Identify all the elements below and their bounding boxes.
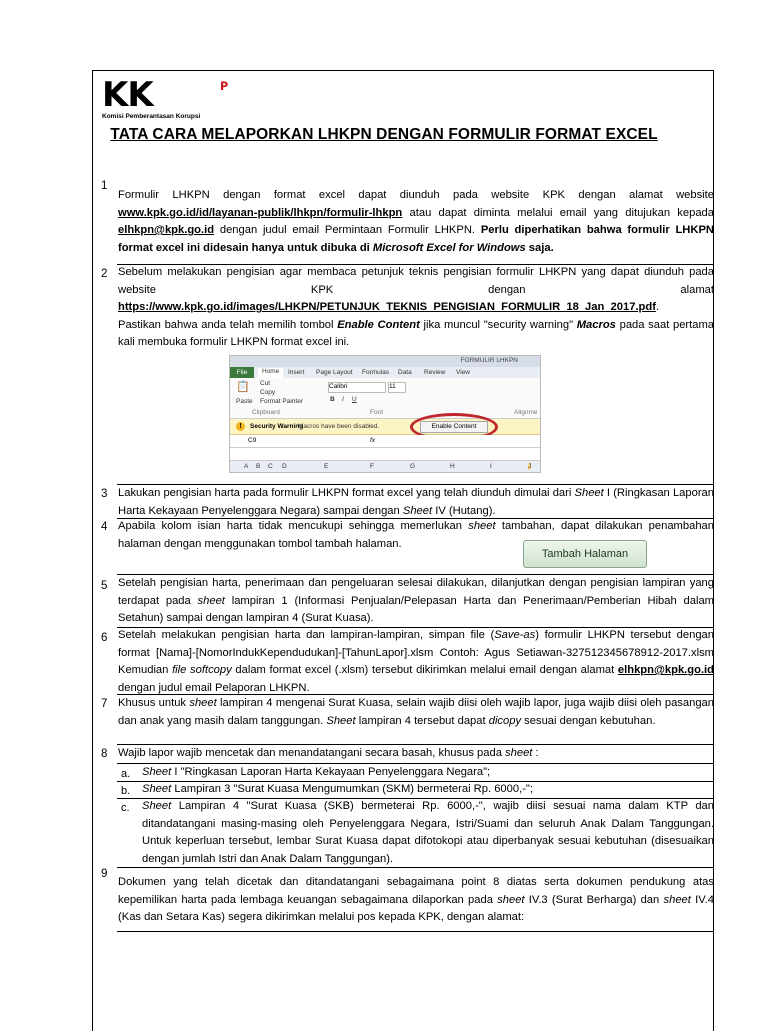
cut-button[interactable]: Cut (260, 380, 271, 387)
bold-button[interactable]: B (330, 396, 335, 403)
macros-term: Macros (576, 318, 616, 331)
text-run: Dokumen yang telah dicetak dan ditandatangani sebagaimana point 8 diatas serta dokumen pendukung atas kepemilikan harta pada lembaga keuangan sebagaimana dilaporkan pada (118, 876, 714, 906)
tambah-halaman-button[interactable]: Tambah Halaman (523, 540, 647, 568)
text-run: Lampiran 3 "Surat Kuasa Mengumumkan (SKM) bermeterai Rp. 6000,-"; (171, 783, 534, 795)
text-run: Setelah melakukan pengisian harta dan lampiran-lampiran, simpan file ( (118, 629, 495, 641)
text-run: Wajib lapor wajib mencetak dan menandatangani secara basah, khusus pada (118, 747, 506, 759)
column-header[interactable]: H (450, 463, 455, 470)
text-run: I "Ringkasan Laporan Harta Kekayaan Penyelenggara Negara"; (171, 766, 491, 778)
format-painter-button[interactable]: Format Painter (260, 398, 303, 405)
italic-term: Sheet (574, 487, 604, 499)
subitem-b-letter: b. (121, 785, 131, 797)
item-5-text (118, 575, 714, 628)
alignment-group-label: Alignme (514, 409, 538, 416)
text-run: sesuai dengan kebutuhan. (521, 714, 656, 727)
underline-button[interactable]: U (352, 396, 357, 403)
italic-term: sheet (197, 594, 225, 607)
column-headers (230, 460, 540, 472)
italic-term: Sheet (142, 800, 172, 812)
subitem-c-letter: c. (121, 802, 130, 814)
text-run: lampiran 4 tersebut dapat (355, 714, 489, 727)
text-run: tambahan, dapat dilakukan penambahan halaman dengan menggunakan tombol tambah halaman. (118, 520, 714, 550)
text-run: Lampiran 4 "Surat Kuasa (SKB) bermeterai Rp. 6000,-", wajib diisi sesuai nama dalam KTP dan ditandatangani masing-masing oleh Penyelenggara Negara, Istri/Suami dan seluruh Anak Dalam Tanggungan. Untuk keperluan tersebut, lembar Surat Kuasa dapat difotokopi atau diperbanyak sesuai kebutuhan (disesuaikan dengan jumlah Istri dan Anak Dalam Tanggungan). (142, 800, 714, 865)
item-4-number: 4 (101, 521, 108, 533)
tab-file[interactable]: File (230, 367, 254, 378)
text-run: IV.4 (Kas dan Setara Kas) segera dikirimkan melalui pos kepada KPK, dengan alamat: (118, 893, 714, 924)
font-size-select[interactable] (388, 382, 406, 393)
italic-term: Sheet (142, 766, 172, 778)
paste-button[interactable]: Paste (236, 398, 253, 405)
column-header[interactable]: C (268, 463, 273, 470)
text-run: Sebelum melakukan pengisian agar membaca petunjuk teknis pengisian formulir LHKPN yang dapat diunduh pada website KPK dengan alamat (118, 266, 714, 296)
text-run: dalam format excel (.xlsm) tersebut dikirimkan melalui email dengan alamat (231, 664, 618, 677)
text-run: ) formulir LHKPN tersebut dengan format [Nama]-[NomorIndukKependudukan]-[TahunLapor].xlsm Contoh: Agus Setiawan-327512345678912-2017.xlsm Kemudian (118, 629, 714, 677)
item-9-number: 9 (101, 868, 108, 880)
copy-button[interactable]: Copy (260, 389, 276, 396)
font-group-label: Font (370, 409, 384, 416)
warning-icon: ! (236, 422, 245, 431)
column-header[interactable]: G (410, 463, 416, 470)
email-link[interactable]: elhkpn@kpk.go.id (118, 224, 215, 237)
excel-screenshot (229, 355, 541, 473)
logo-mark: K P K (102, 75, 228, 115)
clipboard-group-label: Clipboard (252, 409, 280, 416)
column-header[interactable]: A (244, 463, 249, 470)
italic-term: Sheet (142, 783, 172, 795)
item-5-number: 5 (101, 580, 108, 592)
item-3-number: 3 (101, 488, 108, 500)
text-run: Apabila kolom isian harta tidak mencukupi sehingga memerlukan (118, 520, 469, 532)
bold-note-end: saja. (525, 241, 554, 254)
item-3-text (118, 485, 714, 520)
excel-titlebar (230, 356, 540, 367)
tab-formulas[interactable]: Formulas (362, 369, 390, 376)
tab-view[interactable]: View (456, 369, 470, 376)
italic-term: Sheet (402, 504, 433, 517)
font-name-value: Calibri (329, 383, 348, 390)
macros-disabled-text: Macros have been disabled. (298, 423, 380, 430)
column-header[interactable]: E (324, 463, 329, 470)
column-header[interactable]: F (370, 463, 374, 470)
item-6-text (118, 627, 714, 697)
excel-ribbon (230, 378, 540, 419)
italic-term: sheet (497, 893, 525, 906)
text-run: Formulir LHKPN dengan format excel dapat diunduh pada website KPK dengan alamat website (118, 189, 714, 201)
text-run: Khusus untuk (118, 697, 190, 709)
item-6-number: 6 (101, 632, 108, 644)
text-run: lampiran 1 (Informasi Penjualan/Pelepasan Harta dan Penerimaan/Pemberian Hibah dalam Setahun) sampai dengan lampiran 4 (Surat Kuasa). (118, 594, 714, 625)
item-7-text (118, 695, 714, 730)
font-name-select[interactable] (328, 382, 386, 393)
name-box[interactable]: C9 (248, 437, 257, 444)
text-run: . (655, 301, 660, 314)
subitem-a-text (142, 764, 714, 782)
subitem-a-letter: a. (121, 768, 131, 780)
subitem-b-text (142, 781, 714, 799)
italic-term: Sheet (326, 714, 356, 727)
text-run: IV.3 (Surat Berharga) dan (524, 893, 664, 906)
italic-term: sheet (468, 520, 496, 532)
text-run: lampiran 4 mengenai Surat Kuasa, selain wajib diisi oleh wajib lapor, juga wajib diisi oleh pasangan dan anak yang masih dalam tanggungan. (118, 697, 714, 727)
text-run: Pastikan bahwa anda telah memilih tombol (118, 318, 338, 331)
text-run: I (Ringkasan Laporan Harta Kekayaan Penyelenggara Negara) sampai dengan (118, 487, 714, 517)
italic-term: sheet (663, 893, 691, 906)
tab-page-layout[interactable]: Page Layout (316, 369, 353, 376)
bold-note: Perlu diperhatikan bahwa formulir LHKPN format excel ini didesain hanya untuk dibuka di (118, 224, 714, 254)
text-run: pada saat pertama kali membuka formulir LHKPN format excel ini. (118, 318, 715, 349)
font-size-value: 11 (389, 383, 396, 390)
bold-italic-note: Microsoft Excel for Windows (372, 241, 526, 254)
subitem-c-text (142, 798, 714, 868)
email-link[interactable]: elhkpn@kpk.go.id (617, 664, 714, 677)
italic-term: dicopy (488, 714, 522, 727)
text-run: : (532, 747, 539, 759)
formula-bar (230, 435, 540, 448)
text-run: jika muncul "security warning" (419, 318, 577, 331)
text-run: atau dapat diminta melalui email yang ditujukan kepada (402, 206, 714, 219)
enable-content-term: Enable Content (337, 318, 420, 331)
paste-icon: 📋 (236, 381, 250, 393)
security-warning-label: Security Warning (250, 423, 304, 430)
fx-icon: fx (370, 437, 376, 444)
text-run: dengan judul email Pelaporan LHKPN. (118, 681, 310, 694)
tab-review[interactable]: Review (424, 369, 446, 376)
item-2-number: 2 (101, 268, 108, 280)
kpk-website-link[interactable]: www.kpk.go.id/id/layanan-publik/lhkpn/formulir-lhkpn (118, 206, 403, 219)
excel-window-title: FORMULIR LHKPN (460, 357, 518, 364)
item-8-text (118, 745, 714, 763)
column-header[interactable]: I (490, 463, 492, 470)
text-run: Lakukan pengisian harta pada formulir LHKPN format excel yang telah diunduh dimulai dari (118, 487, 575, 499)
enable-content-button[interactable]: Enable Content (420, 421, 488, 433)
item-9-text (118, 874, 714, 927)
text-run: IV (Hutang). (432, 504, 496, 517)
logo-subtitle: Komisi Pemberantasan Korupsi (102, 113, 201, 120)
petunjuk-link[interactable]: https://www.kpk.go.id/images/LHKPN/PETUNJUK_TEKNIS_PENGISIAN_FORMULIR_18_Jan_2017.pdf (118, 301, 656, 314)
tab-home[interactable]: Home (258, 368, 283, 378)
tab-data[interactable]: Data (398, 369, 412, 376)
kpk-logo (102, 75, 228, 120)
excel-ribbon-tabs (230, 367, 540, 378)
document-title: TATA CARA MELAPORKAN LHKPN DENGAN FORMULIR FORMAT EXCEL (110, 126, 658, 143)
item-8-number: 8 (101, 748, 108, 760)
divider (117, 867, 714, 868)
italic-button[interactable]: I (342, 396, 344, 403)
column-header[interactable]: D (282, 463, 287, 470)
italic-term: sheet (505, 747, 533, 759)
tab-insert[interactable]: Insert (288, 369, 305, 376)
divider (117, 931, 714, 932)
item-1-text (118, 187, 714, 257)
column-header[interactable]: B (256, 463, 261, 470)
item-1-number: 1 (101, 180, 108, 192)
item-7-number: 7 (101, 698, 108, 710)
column-header[interactable]: J (528, 463, 532, 470)
italic-term: Save-as (494, 629, 536, 641)
text-run: Setelah pengisian harta, penerimaan dan pengeluaran selesai dilakukan, dilanjutkan dengan pengisian lampiran yang terdapat pada (118, 577, 714, 607)
italic-term: file softcopy (172, 664, 232, 677)
italic-term: sheet (189, 697, 217, 709)
text-run: dengan judul email Permintaan Formulir LHKPN. (214, 224, 481, 237)
item-2-text (118, 264, 714, 352)
